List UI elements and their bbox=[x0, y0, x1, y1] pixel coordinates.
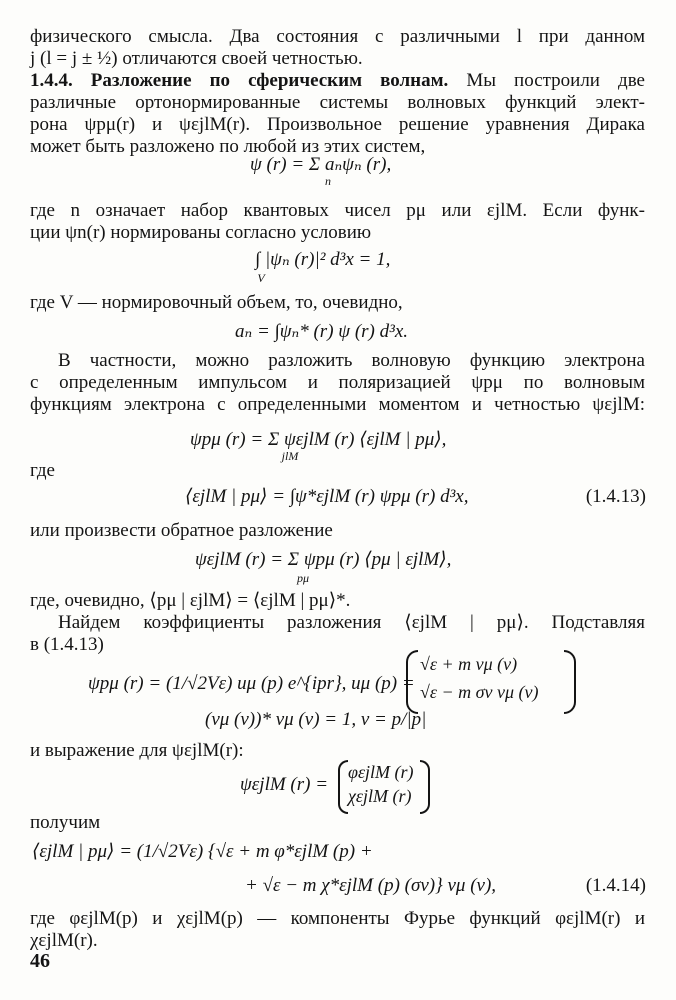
text-line: где n означает набор квантовых чисел pμ или εjlM. Если функ- bbox=[30, 200, 645, 221]
text-line: получим bbox=[30, 812, 101, 833]
text-line: где φεjlM(p) и χεjlM(p) — компоненты Фурье функций φεjlM(r) и bbox=[30, 908, 645, 929]
text-line: j (l = j ± ½) отличаются своей четностью. bbox=[30, 48, 363, 69]
equation-plane-to-spherical: ψpμ (r) = Σ ψεjlM (r) ⟨εjlM | pμ⟩, bbox=[190, 429, 447, 450]
equation-coefficient: aₙ = ∫ψₙ* (r) ψ (r) d³x. bbox=[235, 321, 409, 342]
text-line: в (1.4.13) bbox=[30, 634, 104, 655]
sum-index-label: jlM bbox=[281, 449, 299, 463]
equation-plane-wave: ψpμ (r) = (1/√2Vε) uμ (p) e^{ipr}, uμ (p) = bbox=[88, 673, 415, 694]
matrix-left-bracket bbox=[338, 760, 348, 814]
component-upper: φεjlM (r) bbox=[348, 762, 414, 782]
section-heading: 1.4.4. Разложение по сферическим волнам. bbox=[30, 70, 449, 91]
text-line: с определенным импульсом и поляризацией ψpμ по волновым bbox=[30, 372, 645, 393]
sum-index-label: n bbox=[325, 174, 331, 188]
integral-domain-label: V bbox=[257, 271, 265, 285]
component-lower: χεjlM (r) bbox=[348, 786, 412, 806]
equation-fourier-overlap: ⟨εjlM | pμ⟩ = (1/√2Vε) {√ε + m φ*εjlM (p) + bbox=[32, 841, 373, 862]
matrix-right-bracket bbox=[420, 760, 430, 814]
equation-number: (1.4.13) bbox=[585, 486, 646, 507]
sum-index bbox=[292, 572, 314, 584]
sum-index bbox=[275, 450, 305, 462]
integral-domain bbox=[254, 272, 268, 284]
text-line: ции ψn(r) нормированы согласно условию bbox=[30, 222, 372, 243]
text-line: может быть разложено по любой из этих систем, bbox=[30, 136, 426, 157]
equation-expansion: ψ (r) = Σ aₙψₙ (r), bbox=[250, 154, 392, 175]
text-line: рона ψpμ(r) и ψεjlM(r). Произвольное решение уравнения Дирака bbox=[30, 114, 645, 135]
text-line: различные ортонормированные системы волновых функций элект- bbox=[30, 92, 645, 113]
sum-index bbox=[318, 175, 338, 187]
spinor-lower: √ε − m σv vμ (v) bbox=[420, 682, 539, 702]
sum-index-label: pμ bbox=[296, 571, 310, 585]
equation-normalization: ∫ |ψₙ (r)|² d³x = 1, bbox=[255, 249, 391, 270]
section-heading-line bbox=[30, 70, 645, 92]
equation-fourier-overlap-continued: + √ε − m χ*εjlM (p) (σv)} vμ (v), bbox=[245, 875, 497, 896]
text-line: и выражение для ψεjlM(r): bbox=[30, 740, 244, 761]
text-line: В частности, можно разложить волновую функцию электрона bbox=[58, 350, 645, 371]
spinor-upper: √ε + m vμ (v) bbox=[420, 654, 518, 674]
text-line: физического смысла. Два состояния с различными l при данном bbox=[30, 26, 645, 47]
text-line: где, очевидно, ⟨pμ | εjlM⟩ = ⟨εjlM | pμ⟩*. bbox=[30, 590, 351, 611]
equation-overlap: ⟨εjlM | pμ⟩ = ∫ψ*εjlM (r) ψpμ (r) d³x, bbox=[185, 486, 469, 507]
text-line: Найдем коэффициенты разложения ⟨εjlM | pμ⟩. Подставляя bbox=[58, 612, 645, 633]
equation-spinor-normalization: (vμ (v))* vμ (v) = 1, v = p/|p| bbox=[205, 709, 427, 730]
equation-number: (1.4.14) bbox=[585, 875, 646, 896]
equation-inverse-expansion: ψεjlM (r) = Σ ψpμ (r) ⟨pμ | εjlM⟩, bbox=[195, 549, 452, 570]
matrix-left-bracket bbox=[406, 650, 418, 714]
matrix-right-bracket bbox=[564, 650, 576, 714]
text-line: где V — нормировочный объем, то, очевидно, bbox=[30, 292, 403, 313]
page-number: 46 bbox=[30, 950, 50, 972]
text-line: функциям электрона с определенными моментом и четностью ψεjlM: bbox=[30, 394, 645, 415]
text-span: Мы построили две bbox=[466, 70, 645, 91]
text-line: где bbox=[30, 460, 55, 481]
equation-spherical-wave: ψεjlM (r) = bbox=[240, 774, 329, 795]
text-line: χεjlM(r). bbox=[30, 930, 98, 951]
text-line: или произвести обратное разложение bbox=[30, 520, 333, 541]
